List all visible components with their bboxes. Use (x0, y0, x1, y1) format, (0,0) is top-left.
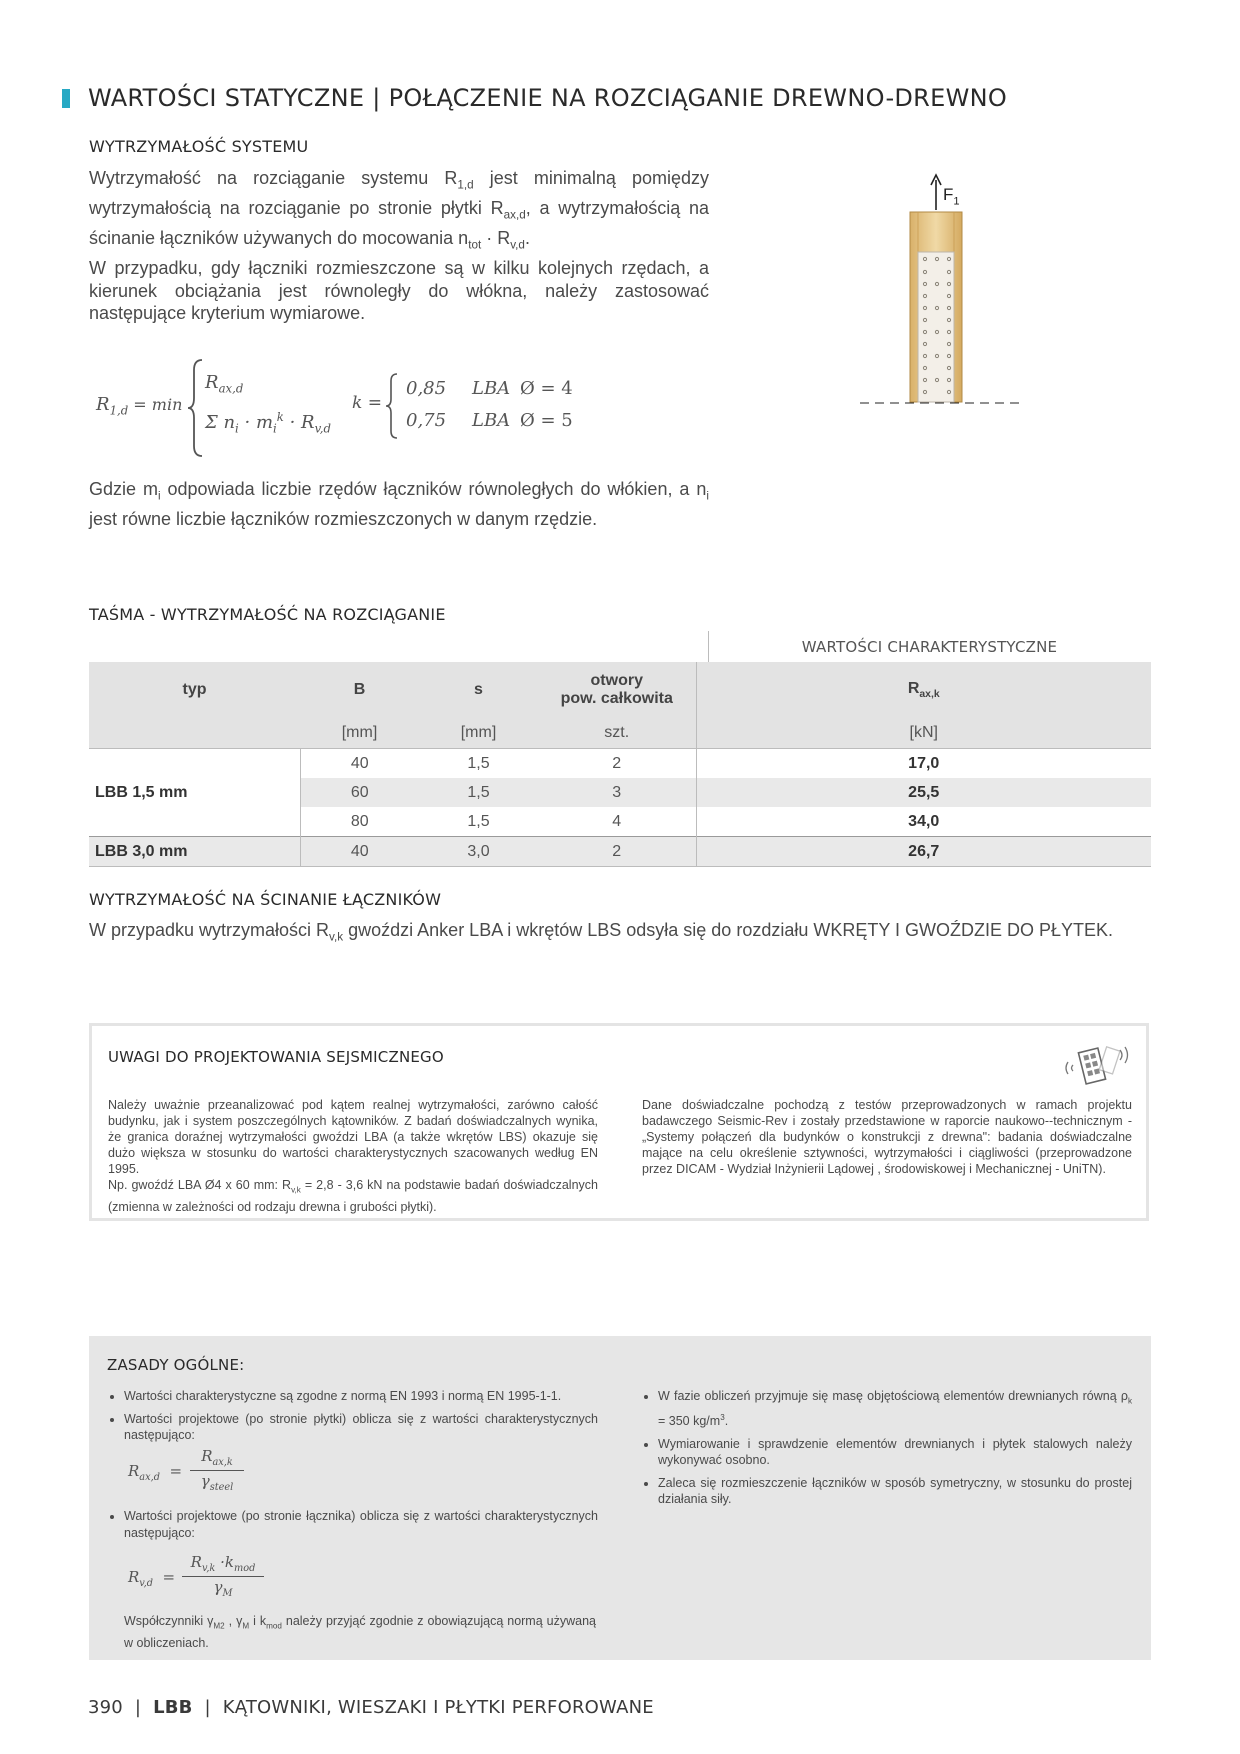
seismic-left-text: Należy uważnie przeanalizować pod kątem realnej wytrzymałości, zarówno całość budynku, jak i system poszczególnych kątowników. Z badań doświadczalnych wynika, że granica doraźnej wytrzymałości gwoździ LBA (a także wkrętów LBS) okazuje się dużo większa w stosunku do wartości charakterystycznych szacowanych według EN 1995. Np. gwoźdź LBA Ø4 x 60 mm: $R_{v,k} = 2,8 - 3,6$ kN na podstawie badań doświadczalnych (zmienna w zależności od rodzaju drewna i grubości płytki). (108, 1098, 598, 1214)
rule-item: • W fazie obliczeń przyjmuje się masę objętościową elementów drewnianych równą $\rho_k = 350$ $kg/m^3$. (658, 1388, 1132, 1430)
force-label: $F_1$ (943, 185, 960, 208)
shear-heading: WYTRZYMAŁOŚĆ NA ŚCINANIE ŁĄCZNIKÓW (89, 890, 442, 909)
rule-item: • Wartości projektowe (po stronie łącznika) oblicza się z wartości charakterystycznych następująco: (124, 1508, 598, 1541)
rules-right-column (640, 1388, 1132, 1514)
cell-b: 40 (300, 837, 419, 867)
page-footer: 390 | LBB | KĄTOWNIKI, WIESZAKI I PŁYTKI PERFOROWANE (88, 1697, 654, 1718)
formula-rvd-num: $R_{v,k} \cdot k_{mod}$ (190, 1553, 256, 1574)
cell-r: 34,0 (696, 807, 1151, 837)
unit-s: [mm] (419, 718, 538, 749)
seismic-building-icon (1062, 1040, 1132, 1088)
cell-holes: 4 (612, 812, 622, 830)
unit-holes: szt. (538, 718, 696, 749)
col-b: B (300, 662, 419, 718)
cell-b: 40 (350, 754, 369, 772)
unit-b: [mm] (300, 718, 419, 749)
seismic-right-text: Dane doświadczalne pochodzą z testów przeprowadzonych w ramach projektu badawczego Seismic-Rev i zostały przedstawione w raporcie naukowo--technicznym - „Systemy połączeń dla budynków o konstrukcji z drewna": badania doświadczalne mające na celu określenie sztywności, wytrzymałości i ciągliwości (przeprowadzone przez DICAM - Wydział Inżynierii Lądowej , środowiskowej i Mechanicznej - UniTN). (642, 1098, 1132, 1176)
formula-raxd-left: $R_{ax,d}$ = (128, 1462, 183, 1483)
k-row-2: 0,75 LBA Ø = 5 (406, 410, 573, 431)
cell-s: 1,5 (467, 812, 490, 830)
table-units-row (89, 718, 1151, 749)
cell-r: 25,5 (696, 778, 1151, 807)
seismic-heading: UWAGI DO PROJEKTOWANIA SEJSMICZNEGO (108, 1048, 444, 1066)
footer-brand: LBB (153, 1697, 193, 1718)
footer-section: KĄTOWNIKI, WIESZAKI I PŁYTKI PERFOROWANE (222, 1697, 654, 1718)
title-accent-bar (62, 89, 70, 108)
shear-text: W przypadku wytrzymałości $R_{v,k}$ gwoździ Anker LBA i wkrętów LBS odsyła się do rozdziału WKRĘTY I GWOŹDZIE DO PŁYTEK. (89, 920, 1114, 944)
cell-s: 3,0 (419, 837, 538, 867)
formula-rax: $R_{ax,d}$ (205, 372, 244, 396)
rule-item: • Wartości charakterystyczne są zgodne z normą EN 1993 i normą EN 1995-1-1. (124, 1388, 598, 1405)
formula-sum: Σ $n_i \cdot m_i^k \cdot R_{v,d}$ (205, 410, 332, 436)
rule-item: • Zaleca się rozmieszczenie łączników w sposób symetryczny, w stosunku do prostej działania siły. (658, 1475, 1132, 1508)
fraction-bar (190, 1470, 244, 1471)
formula-rvd-left: $R_{v,d}$ = (128, 1568, 176, 1589)
rule-item: • Wartości projektowe (po stronie płytki) oblicza się z wartości charakterystycznych następująco: (124, 1411, 598, 1444)
rules-left-column (106, 1388, 598, 1450)
formula-raxd-num: $R_{ax,k}$ (201, 1447, 233, 1468)
cell-s: 1,5 (419, 778, 538, 807)
page-title: WARTOŚCI STATYCZNE | POŁĄCZENIE NA ROZCIĄGANIE DREWNO-DREWNO (88, 84, 1008, 112)
fraction-bar (182, 1576, 264, 1577)
formula-raxd-den: $\gamma_{steel}$ (200, 1472, 234, 1493)
cell-s: 1,5 (467, 754, 490, 772)
cell-holes: 2 (612, 754, 622, 772)
cell-holes: 2 (538, 837, 696, 867)
col-r: $R_{ax,k}$ (696, 662, 1151, 718)
cell-holes: 3 (538, 778, 696, 807)
page-number: 390 (88, 1697, 123, 1718)
table-row (89, 749, 1151, 779)
min-brace (186, 358, 206, 458)
cell-r: 17,0 (696, 749, 1151, 779)
coefficients-note: Współczynniki $\gamma_{M2}$ , $\gamma_M$ i $k_{mod}$ należy przyjąć zgodnie z obowiązującą normą używaną w obliczeniach. (124, 1614, 596, 1650)
table-header-row (89, 662, 1151, 718)
formula-rvd-den: $\gamma_M$ (213, 1578, 233, 1599)
col-typ: typ (89, 662, 300, 718)
system-strength-paragraph: Wytrzymałość na rozciąganie systemu $R_{1,d}$ jest minimalną pomiędzy wytrzymałością na rozciąganie po stronie płytki $R_{ax,d}$, a wytrzymałością na ścinanie łączników używanych do mocowania $n_{tot} \cdot R_{v,d}$. W przypadku, gdy łączniki rozmieszczone są w kilku kolejnych rzędach, a kierunek obciążania jest równoległy do włókna, należy zastosować następujące kryterium wymiarowe. (89, 168, 709, 324)
table-row (89, 837, 1151, 867)
rules-heading: ZASADY OGÓLNE: (107, 1356, 245, 1374)
unit-r: [kN] (696, 718, 1151, 749)
k-row-1: 0,85 LBA Ø = 4 (406, 378, 573, 399)
group-label-15: LBB 1,5 mm (89, 749, 300, 837)
char-values-label: WARTOŚCI CHARAKTERYSTYCZNE (801, 638, 1058, 656)
formula-r1d: $R_{1,d} = \min$ (96, 394, 183, 418)
rules-left-column-2 (106, 1508, 598, 1547)
cell-b: 60 (300, 778, 419, 807)
cell-r: 26,7 (696, 837, 1151, 867)
formula-k-label: k = (352, 393, 382, 413)
tape-table (89, 662, 1151, 867)
cell-b: 80 (350, 812, 369, 830)
system-strength-heading: WYTRZYMAŁOŚĆ SYSTEMU (89, 137, 309, 156)
tape-heading: TAŚMA - WYTRZYMAŁOŚĆ NA ROZCIĄGANIE (89, 605, 446, 624)
group-label-30: LBB 3,0 mm (89, 837, 300, 867)
connection-diagram (860, 172, 1020, 412)
col-s: s (419, 662, 538, 718)
where-paragraph: Gdzie $m_i$ odpowiada liczbie rzędów łączników równoległych do włókien, a $n_i$ jest równe liczbie łączników rozmieszczonych w danym rzędzie. (89, 479, 709, 530)
rule-item: • Wymiarowanie i sprawdzenie elementów drewnianych i płytek stalowych należy wykonywać osobno. (658, 1436, 1132, 1469)
col-holes: otwory pow. całkowita (538, 662, 696, 718)
k-brace (384, 372, 400, 440)
